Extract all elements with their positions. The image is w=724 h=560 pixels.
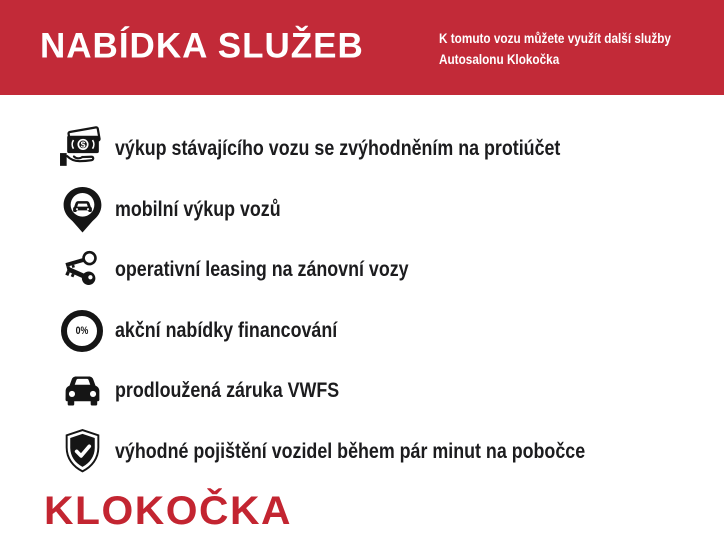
cash-in-hand-icon <box>58 125 106 173</box>
service-label: akční nabídky financování <box>115 318 338 342</box>
services-list <box>58 119 698 482</box>
header-subtitle-line1: K tomuto vozu můžete využít další služby <box>439 30 671 46</box>
zero-percent-ring <box>61 310 103 352</box>
zero-percent-icon <box>58 307 106 355</box>
list-item <box>58 422 698 483</box>
service-label: výkup stávajícího vozu se zvýhodněním na protiúčet <box>115 137 561 161</box>
list-item <box>58 301 698 362</box>
page-title: NABÍDKA SLUŽEB <box>40 25 364 65</box>
car-front-icon <box>58 367 106 415</box>
shield-check-icon <box>58 428 106 476</box>
list-item <box>58 180 698 241</box>
service-label: prodloužená záruka VWFS <box>115 379 340 403</box>
header-banner <box>0 0 724 95</box>
list-item <box>58 240 698 301</box>
svg-text:$: $ <box>80 139 85 150</box>
list-item <box>58 361 698 422</box>
service-label: mobilní výkup vozů <box>115 197 281 221</box>
map-pin-car-icon <box>58 186 106 234</box>
header-subtitle <box>439 28 670 70</box>
header-subtitle-line2: Autosalonu Klokočka <box>439 51 560 67</box>
klokocka-logo: KLOKOČKA <box>44 489 292 533</box>
service-label: operativní leasing na zánovní vozy <box>115 258 409 282</box>
zero-percent-text: 0% <box>75 324 89 337</box>
car-keys-icon <box>58 246 106 294</box>
service-label: výhodné pojištění vozidel během pár minut na pobočce <box>115 439 586 463</box>
list-item <box>58 119 698 180</box>
